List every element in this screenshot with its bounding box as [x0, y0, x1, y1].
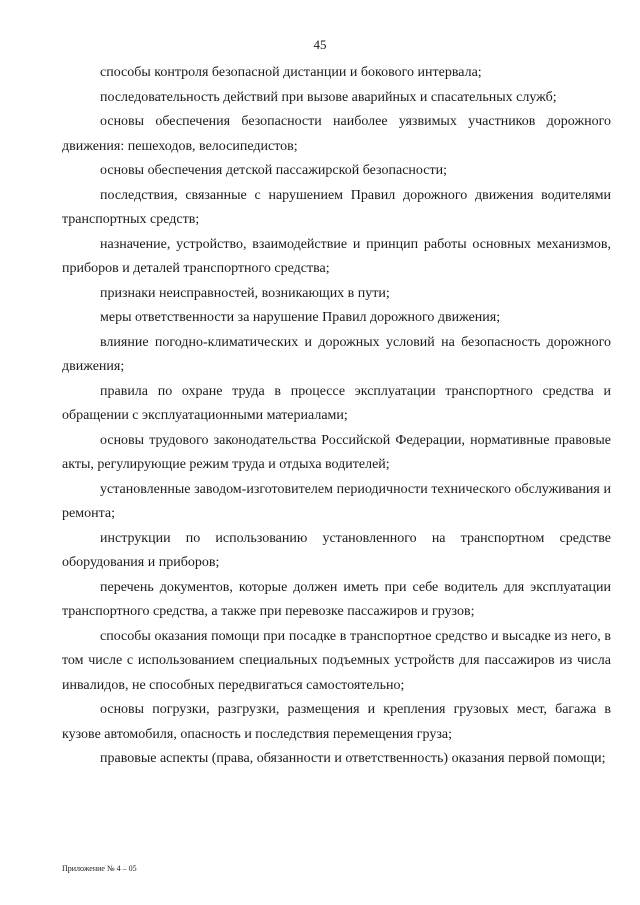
list-item: последовательность действий при вызове аварийных и спасательных служб;	[100, 89, 557, 105]
list-item: правовые аспекты (права, обязанности и ответственность) оказания первой помощи;	[100, 751, 606, 766]
list-item: влияние погодно-климатических и дорожных условий на безопасность дорожного движения;	[62, 334, 611, 374]
list-item: меры ответственности за нарушение Правил дорожного движения;	[100, 310, 501, 325]
list-item: признаки неисправностей, возникающих в пути;	[100, 285, 390, 301]
footer-annex-label: Приложение № 4 – 05	[62, 864, 137, 873]
list-item: инструкции по использованию установленного на транспортном средстве оборудования и приборов;	[62, 530, 611, 570]
list-item: установленные заводом-изготовителем периодичности технического обслуживания и ремонта;	[62, 481, 611, 521]
page-number: 45	[313, 37, 327, 52]
list-item: способы контроля безопасной дистанции и бокового интервала;	[100, 65, 482, 80]
list-item: основы погрузки, разгрузки, размещения и крепления грузовых мест, багажа в кузове автомобиля, опасность и последствия перемещения груза;	[62, 702, 611, 742]
list-item: назначение, устройство, взаимодействие и принцип работы основных механизмов, приборов и деталей транспортного средства;	[62, 236, 611, 276]
list-item: основы трудового законодательства Российской Федерации, нормативные правовые акты, регулирующие режим труда и отдыха водителей;	[62, 432, 611, 472]
list-item: основы обеспечения детской пассажирской безопасности;	[100, 163, 447, 178]
list-item: правила по охране труда в процессе эксплуатации транспортного средства и обращении с эксплуатационными материалами;	[62, 383, 611, 423]
list-item: последствия, связанные с нарушением Правил дорожного движения водителями транспортных средств;	[62, 187, 611, 227]
document-body	[62, 61, 611, 772]
list-item: перечень документов, которые должен иметь при себе водитель для эксплуатации транспортного средства, а также при перевозке пассажиров и грузов;	[62, 579, 611, 619]
list-item: основы обеспечения безопасности наиболее уязвимых участников дорожного движения: пешеходов, велосипедистов;	[62, 114, 611, 154]
list-item: способы оказания помощи при посадке в транспортное средство и высадке из него, в том числе с использованием специальных подъемных устройств для пассажиров из числа инвалидов, не способных передвигаться самостоятельно;	[62, 628, 611, 693]
